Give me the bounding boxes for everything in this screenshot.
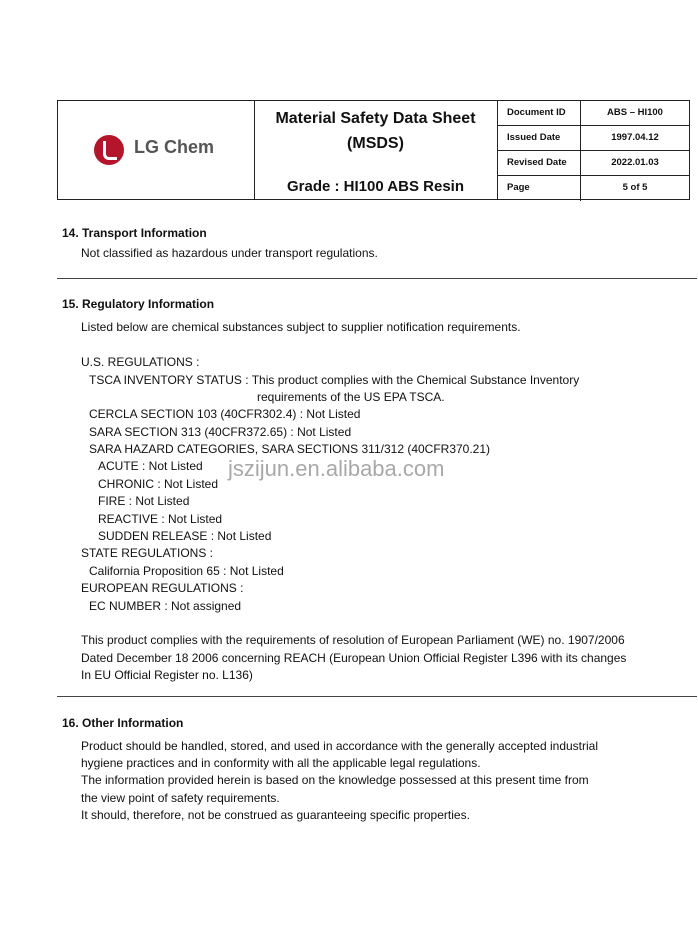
- text-line: California Proposition 65 : Not Listed: [89, 564, 284, 578]
- meta-table: [497, 101, 689, 199]
- text-line: In EU Official Register no. L136): [81, 668, 253, 682]
- document-header: [57, 100, 690, 200]
- logo-cell: [58, 101, 255, 199]
- text-line: EUROPEAN REGULATIONS :: [81, 581, 244, 595]
- title-cell: [254, 101, 498, 199]
- meta-label: Revised Date: [497, 151, 581, 175]
- meta-row: [497, 101, 689, 126]
- document-title: Material Safety Data Sheet: [275, 110, 476, 127]
- meta-value: 5 of 5: [622, 182, 648, 193]
- meta-value: 1997.04.12: [611, 132, 659, 143]
- text-line: It should, therefore, not be construed as guaranteeing specific properties.: [81, 808, 470, 822]
- meta-label: Page: [497, 176, 581, 201]
- text-line: SUDDEN RELEASE : Not Listed: [98, 529, 272, 543]
- watermark: jszijun.en.alibaba.com: [228, 456, 445, 481]
- meta-value: ABS – HI100: [607, 107, 663, 118]
- text-line: The information provided herein is based on the knowledge possessed at this present time from: [81, 773, 589, 787]
- text-line: requirements of the US EPA TSCA.: [257, 390, 445, 404]
- text-line: Not classified as hazardous under transport regulations.: [81, 246, 378, 260]
- text-line: SARA SECTION 313 (40CFR372.65) : Not Listed: [89, 425, 352, 439]
- section-15-heading: 15. Regulatory Information: [62, 297, 215, 311]
- logo-text: LG Chem: [134, 137, 215, 157]
- divider: [57, 278, 697, 279]
- text-line: SARA HAZARD CATEGORIES, SARA SECTIONS 311/312 (40CFR370.21): [89, 442, 491, 456]
- text-line: Product should be handled, stored, and used in accordance with the generally accepted industrial: [81, 739, 599, 753]
- section-14-heading: 14. Transport Information: [62, 226, 207, 240]
- text-line: FIRE : Not Listed: [98, 494, 190, 508]
- text-line: STATE REGULATIONS :: [81, 546, 214, 560]
- meta-label: Issued Date: [497, 126, 581, 150]
- section-16-heading: 16. Other Information: [62, 716, 184, 730]
- meta-value: 2022.01.03: [611, 157, 659, 168]
- text-line: Dated December 18 2006 concerning REACH (European Union Official Register L396 with its changes: [81, 651, 627, 665]
- meta-row: [497, 176, 689, 201]
- text-line: hygiene practices and in conformity with all the applicable legal regulations.: [81, 756, 481, 770]
- text-line: the view point of safety requirements.: [81, 791, 280, 805]
- text-line: ACUTE : Not Listed: [98, 459, 203, 473]
- divider: [57, 696, 697, 697]
- text-line: CHRONIC : Not Listed: [98, 477, 219, 491]
- text-line: Listed below are chemical substances subject to supplier notification requirements.: [81, 320, 521, 334]
- text-line: TSCA INVENTORY STATUS : This product complies with the Chemical Substance Inventory: [89, 373, 580, 387]
- text-line: This product complies with the requirements of resolution of European Parliament (WE) no. 1907/2006: [81, 633, 625, 647]
- text-line: CERCLA SECTION 103 (40CFR302.4) : Not Listed: [89, 407, 361, 421]
- meta-label: Document ID: [497, 101, 581, 125]
- text-line: EC NUMBER : Not assigned: [89, 599, 242, 613]
- lg-logo-icon: [94, 135, 124, 165]
- text-line: REACTIVE : Not Listed: [98, 512, 223, 526]
- text-line: U.S. REGULATIONS :: [81, 355, 200, 369]
- meta-row: [497, 126, 689, 151]
- document-subtitle: (MSDS): [347, 135, 404, 152]
- meta-row: [497, 151, 689, 176]
- grade: Grade : HI100 ABS Resin: [286, 178, 464, 195]
